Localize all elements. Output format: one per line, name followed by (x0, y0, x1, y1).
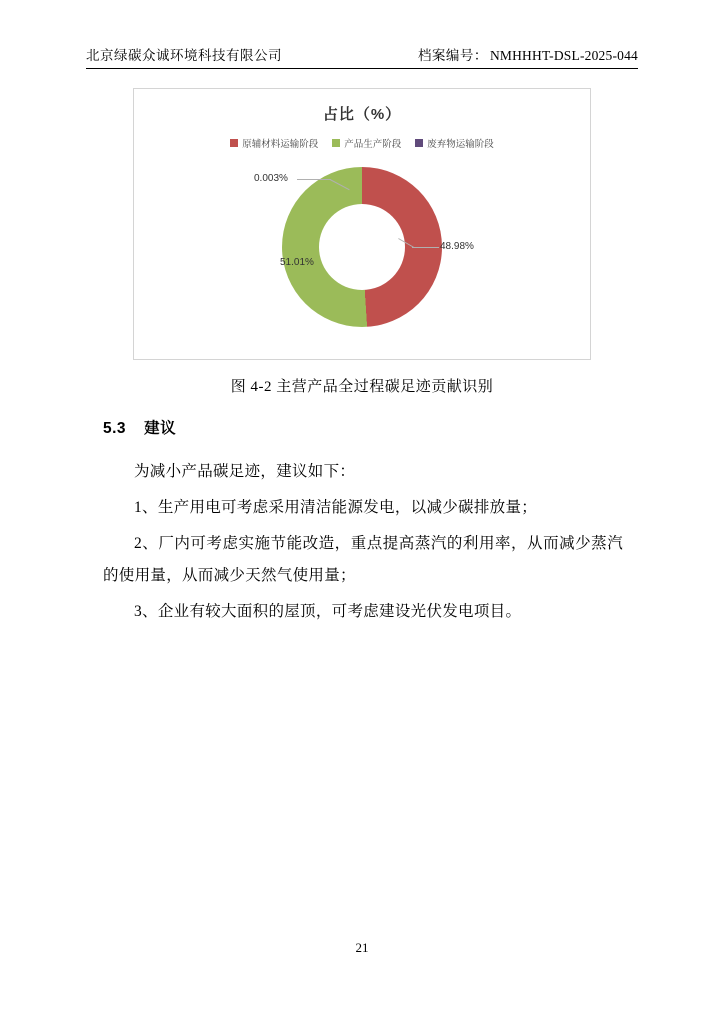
slice-label-production: 51.01% (280, 257, 314, 268)
archive-number-label: 档案编号： (417, 48, 488, 63)
slice-label-waste-transport: 0.003% (254, 173, 288, 184)
leader-line (297, 179, 331, 180)
chart-legend (134, 136, 590, 150)
paragraph: 1、生产用电可考虑采用清洁能源发电，以减少碳排放量； (134, 499, 538, 516)
slice-label-raw-material-transport: 48.98% (440, 241, 474, 252)
archive-number-value: NMHHHT-DSL-2025-044 (489, 48, 638, 63)
legend-item (415, 136, 494, 150)
section-title: 建议 (144, 420, 177, 437)
section-heading (103, 416, 176, 438)
legend-item (332, 136, 401, 150)
section-number: 5.3 (103, 420, 127, 437)
legend-item (230, 136, 318, 150)
figure-caption: 图 4-2 主营产品全过程碳足迹贡献识别 (230, 379, 494, 395)
leader-line (412, 247, 439, 248)
legend-label: 原辅材料运输阶段 (242, 139, 319, 150)
legend-swatch-icon (332, 139, 340, 147)
pie-chart (133, 88, 591, 360)
company-name: 北京绿碳众诚环境科技有限公司 (86, 48, 282, 63)
donut-center-hole (319, 204, 405, 290)
legend-label: 产品生产阶段 (344, 139, 402, 150)
page-number: 21 (355, 940, 369, 955)
archive-number (418, 44, 638, 64)
header-divider (86, 68, 638, 69)
legend-label: 废弃物运输阶段 (427, 139, 494, 150)
page-header (86, 44, 638, 64)
paragraph: 为减小产品碳足迹，建议如下： (134, 463, 356, 480)
legend-swatch-icon (415, 139, 423, 147)
paragraph: 2、厂内可考虑实施节能改造，重点提高蒸汽的利用率，从而减少蒸汽的使用量，从而减少天然气使用量； (103, 535, 623, 584)
chart-title: 占比（%） (322, 106, 402, 123)
legend-swatch-icon (230, 139, 238, 147)
paragraph: 3、企业有较大面积的屋顶，可考虑建设光伏发电项目。 (134, 603, 522, 620)
